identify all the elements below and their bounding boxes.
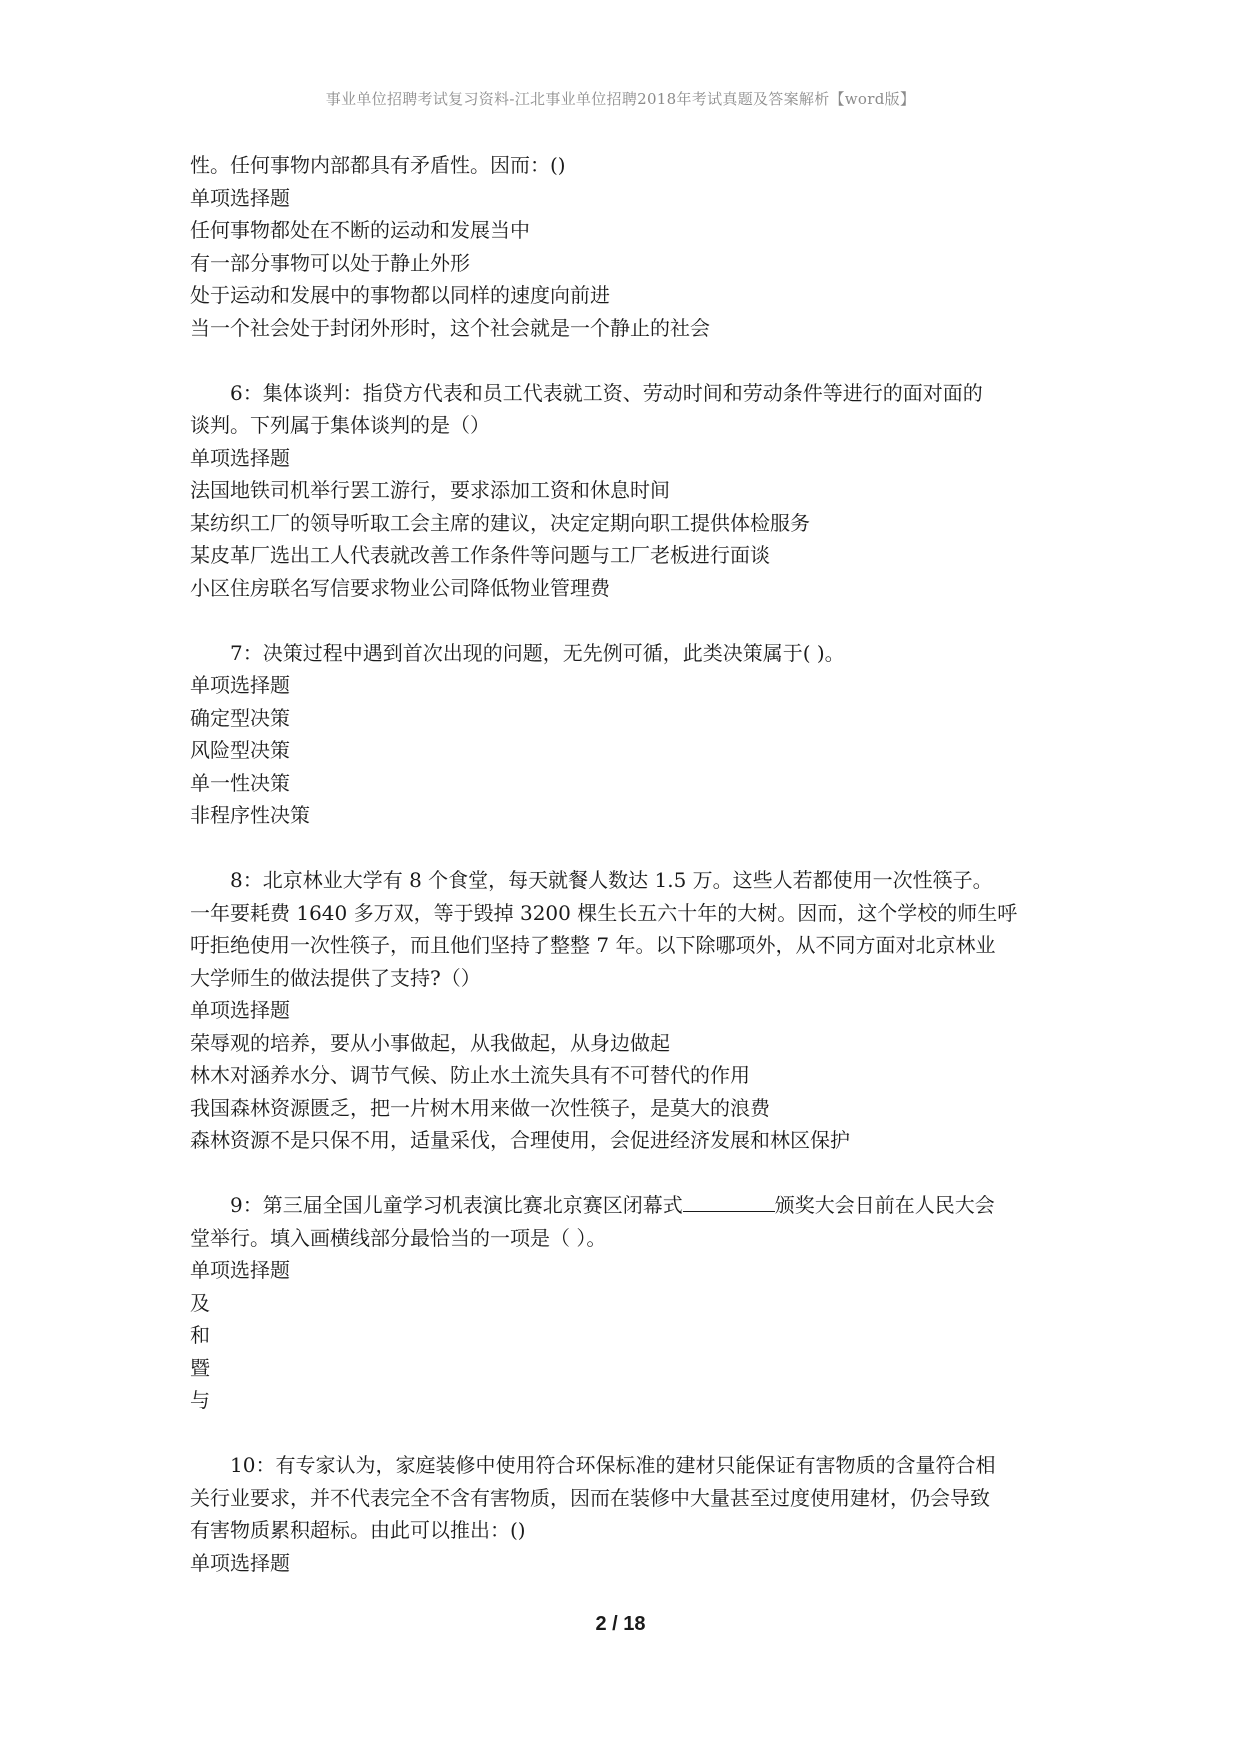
question-stem: 8：北京林业大学有 8 个食堂，每天就餐人数达 1.5 万。这些人若都使用一次性筷子。 bbox=[230, 868, 993, 892]
option: 与 bbox=[190, 1388, 210, 1412]
question-stem: 大学师生的做法提供了支持?（） bbox=[190, 965, 481, 990]
question-9 bbox=[190, 1189, 1060, 1417]
option: 当一个社会处于封闭外形时，这个社会就是一个静止的社会 bbox=[190, 315, 710, 340]
question-stem: 7：决策过程中遇到首次出现的问题，无先例可循，此类决策属于( )。 bbox=[230, 640, 845, 665]
question-type: 单项选择题 bbox=[190, 445, 290, 470]
option: 及 bbox=[190, 1290, 210, 1315]
question-type: 单项选择题 bbox=[190, 998, 290, 1022]
question-stem: 吁拒绝使用一次性筷子，而且他们坚持了整整 7 年。以下除哪项外，从不同方面对北京林业 bbox=[190, 933, 996, 957]
question-8 bbox=[190, 864, 1060, 1157]
option: 确定型决策 bbox=[190, 705, 290, 730]
question-stem: 有害物质累积超标。由此可以推出：() bbox=[190, 1518, 526, 1542]
question-7 bbox=[190, 637, 1060, 832]
option: 有一部分事物可以处于静止外形 bbox=[190, 250, 470, 275]
question-stem: 6：集体谈判：指贷方代表和员工代表就工资、劳动时间和劳动条件等进行的面对面的 bbox=[230, 380, 983, 405]
option: 法国地铁司机举行罢工游行，要求添加工资和休息时间 bbox=[190, 478, 670, 502]
option: 和 bbox=[190, 1323, 210, 1347]
question-10 bbox=[190, 1449, 1060, 1579]
question-6 bbox=[190, 377, 1060, 605]
page-number: 2 / 18 bbox=[595, 1613, 646, 1635]
option: 非程序性决策 bbox=[190, 803, 310, 827]
question-stem: 性。任何事物内部都具有矛盾性。因而：() bbox=[190, 153, 566, 177]
question-stem: 谈判。下列属于集体谈判的是（） bbox=[190, 413, 490, 437]
question-stem-part: 颁奖大会日前在人民大会 bbox=[774, 1193, 995, 1217]
question-type: 单项选择题 bbox=[190, 673, 290, 697]
document-body bbox=[190, 149, 1060, 1579]
question-stem: 堂举行。填入画横线部分最恰当的一项是（ ）。 bbox=[190, 1225, 607, 1250]
option: 单一性决策 bbox=[190, 770, 290, 795]
question-stem: 一年要耗费 1640 多万双，等于毁掉 3200 棵生长五六十年的大树。因而，这个学校的师生呼 bbox=[190, 900, 1018, 925]
option: 小区住房联名写信要求物业公司降低物业管理费 bbox=[190, 575, 610, 600]
question-type: 单项选择题 bbox=[190, 185, 290, 210]
option: 暨 bbox=[190, 1355, 210, 1380]
option: 风险型决策 bbox=[190, 738, 290, 762]
question-stem-part: 9：第三届全国儿童学习机表演比赛北京赛区闭幕式 bbox=[230, 1193, 683, 1217]
option: 某皮革厂选出工人代表就改善工作条件等问题与工厂老板进行面谈 bbox=[190, 543, 770, 567]
option: 我国森林资源匮乏，把一片树木用来做一次性筷子，是莫大的浪费 bbox=[190, 1095, 770, 1120]
question-stem: 10：有专家认为，家庭装修中使用符合环保标准的建材只能保证有害物质的含量符合相 bbox=[230, 1453, 996, 1477]
question-type: 单项选择题 bbox=[190, 1550, 290, 1575]
option: 某纺织工厂的领导听取工会主席的建议，决定定期向职工提供体检服务 bbox=[190, 510, 810, 535]
option: 森林资源不是只保不用，适量采伐，合理使用，会促进经济发展和林区保护 bbox=[190, 1128, 850, 1152]
question-type: 单项选择题 bbox=[190, 1258, 290, 1282]
question-stem bbox=[190, 1189, 1060, 1222]
option: 处于运动和发展中的事物都以同样的速度向前进 bbox=[190, 283, 610, 307]
question-5 bbox=[190, 149, 1060, 344]
option: 林木对涵养水分、调节气候、防止水土流失具有不可替代的作用 bbox=[190, 1063, 750, 1087]
option: 荣辱观的培养，要从小事做起，从我做起，从身边做起 bbox=[190, 1030, 670, 1055]
option: 任何事物都处在不断的运动和发展当中 bbox=[190, 218, 530, 242]
page-header: 事业单位招聘考试复习资料-江北事业单位招聘2018年考试真题及答案解析【word版】 bbox=[325, 90, 916, 108]
question-stem: 关行业要求，并不代表完全不含有害物质，因而在装修中大量甚至过度使用建材，仍会导致 bbox=[190, 1485, 990, 1510]
fill-in-blank bbox=[683, 1191, 775, 1212]
